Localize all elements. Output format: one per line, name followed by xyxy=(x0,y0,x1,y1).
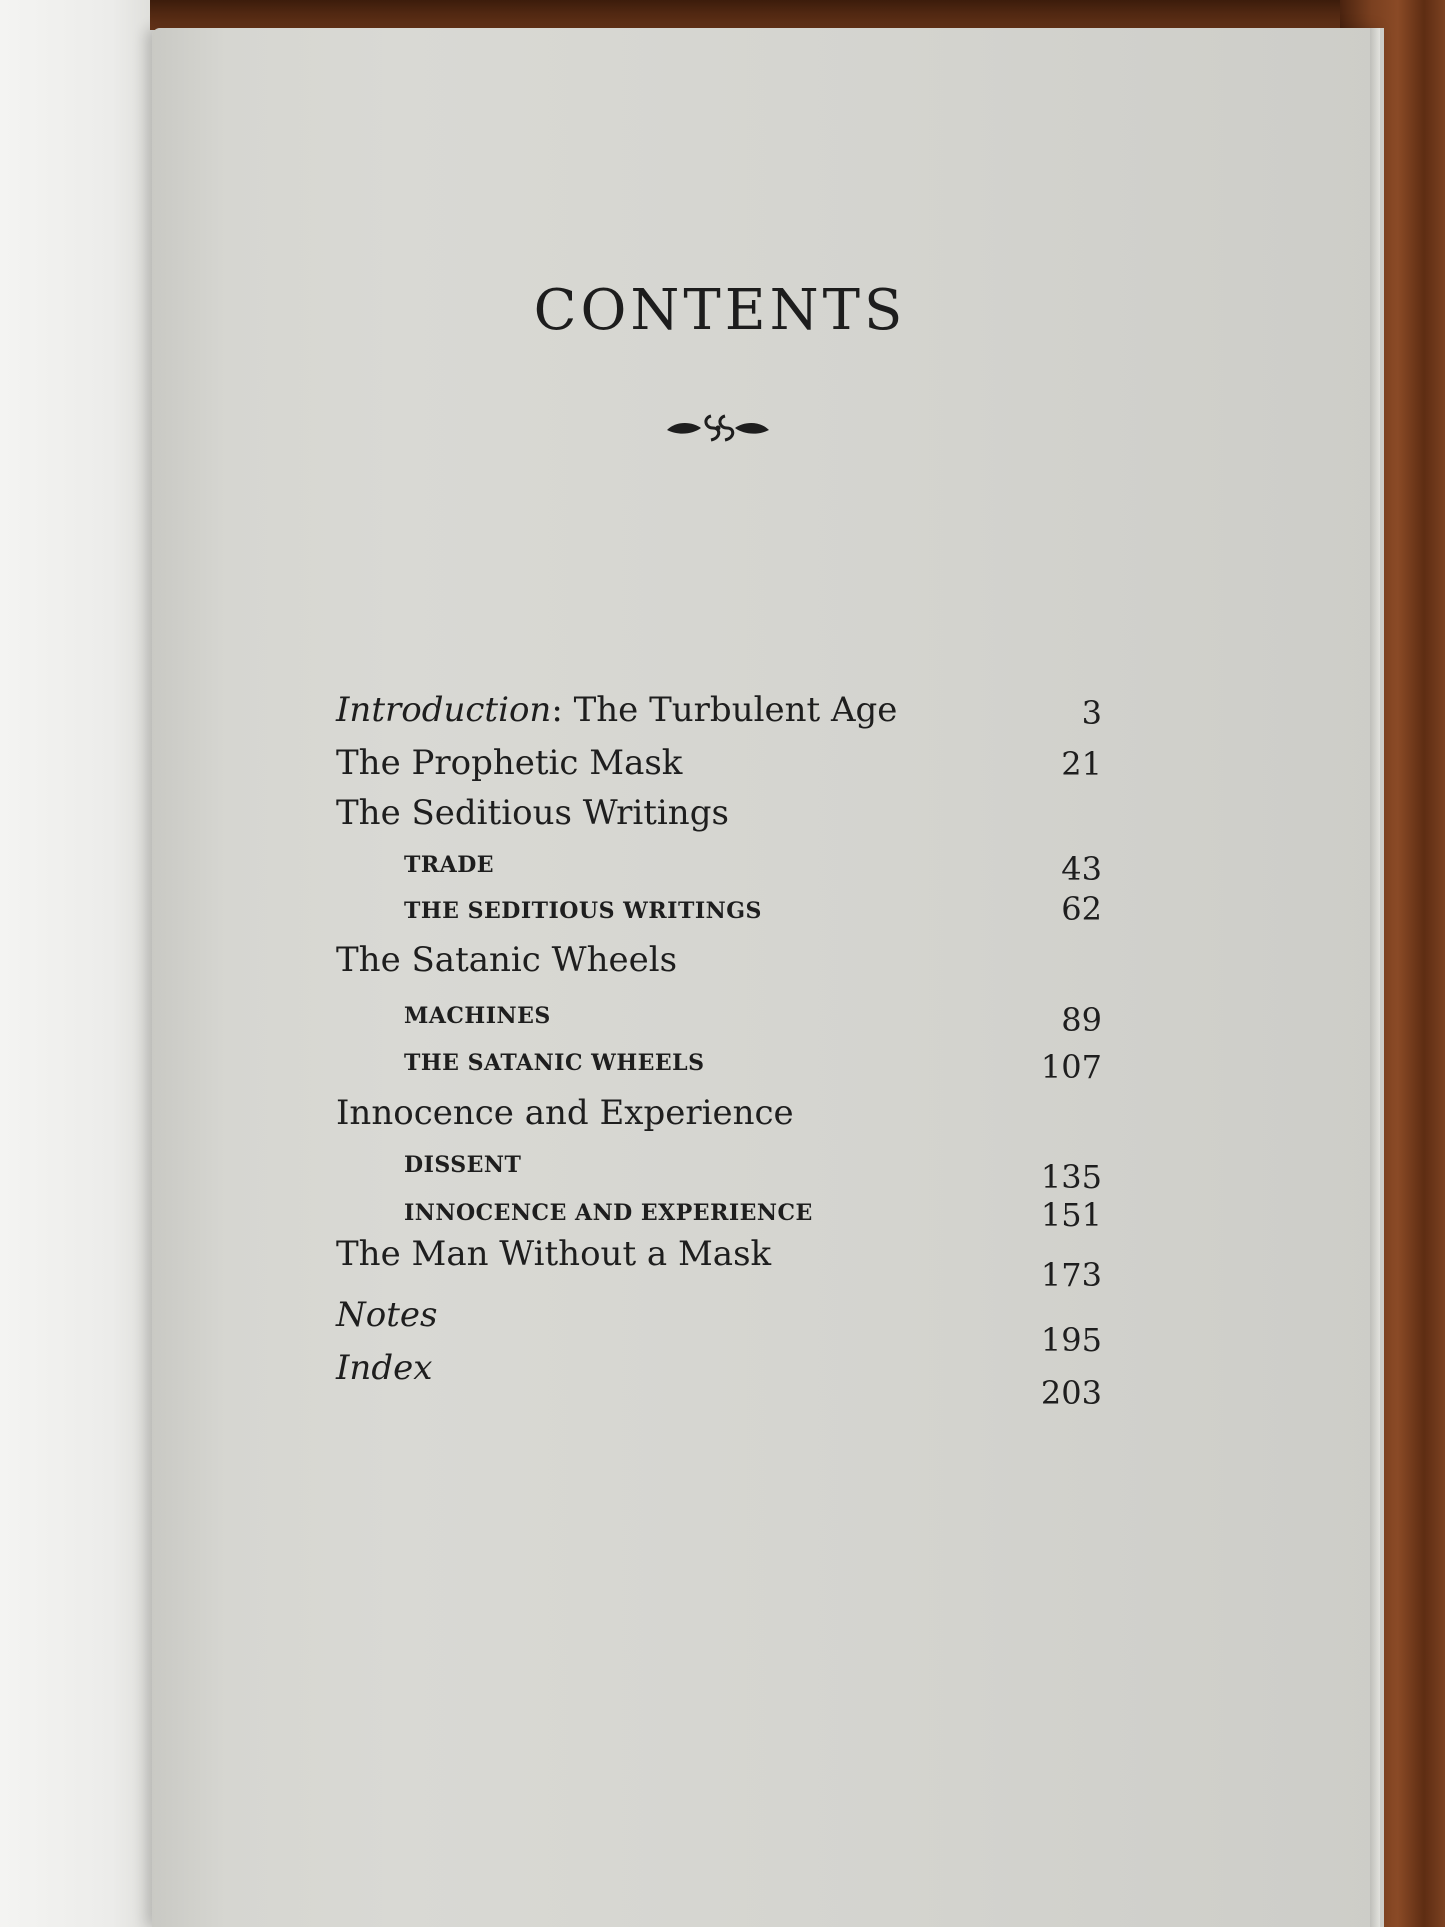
toc-entry-label: The Man Without a Mask xyxy=(336,1234,772,1274)
toc-entry-label: THE SATANIC WHEELS xyxy=(404,1050,705,1076)
toc-entry-page: 89 xyxy=(1061,1001,1102,1039)
toc-subentry-trade[interactable] xyxy=(336,852,1102,902)
toc-entry-label: The Seditious Writings xyxy=(336,793,729,833)
toc-entry-label: Notes xyxy=(336,1295,438,1335)
toc-entry-label: Index xyxy=(336,1348,433,1388)
toc-entry-innocence-experience[interactable] xyxy=(336,1093,1102,1143)
toc-entry-notes[interactable] xyxy=(336,1295,1102,1359)
toc-entry-man-without-mask[interactable] xyxy=(336,1234,1102,1294)
toc-entry-page: 43 xyxy=(1061,850,1102,888)
toc-entry-page: 203 xyxy=(1040,1374,1102,1412)
toc-entry-page: 62 xyxy=(1061,890,1102,928)
toc-entry-satanic-wheels[interactable] xyxy=(336,940,1102,990)
toc-entry-label: The Prophetic Mask xyxy=(336,743,683,783)
toc-entry-label: Innocence and Experience xyxy=(336,1093,794,1133)
toc-entry-page: 195 xyxy=(1040,1321,1102,1359)
toc-entry-page: 151 xyxy=(1040,1196,1102,1234)
toc-entry-label: MACHINES xyxy=(404,1003,551,1029)
toc-entry-label: Introduction: The Turbulent Age xyxy=(336,690,898,730)
toc-entry-page: 107 xyxy=(1040,1048,1102,1086)
toc-entry-seditious-writings[interactable] xyxy=(336,793,1102,843)
page-title: CONTENTS xyxy=(533,278,907,343)
toc-entry-page: 21 xyxy=(1061,745,1102,783)
toc-entry-page: 173 xyxy=(1040,1256,1102,1294)
toc-entry-introduction[interactable] xyxy=(336,690,1102,740)
toc-entry-page: 135 xyxy=(1040,1158,1102,1196)
toc-entry-label: TRADE xyxy=(404,852,495,878)
toc-subentry-machines[interactable] xyxy=(336,1003,1102,1053)
toc-entry-label: DISSENT xyxy=(404,1152,522,1178)
toc-subentry-dissent[interactable] xyxy=(336,1152,1102,1202)
toc-entry-label: The Satanic Wheels xyxy=(336,940,678,980)
toc-entry-label: INNOCENCE AND EXPERIENCE xyxy=(404,1200,813,1226)
toc-entry-label: THE SEDITIOUS WRITINGS xyxy=(404,898,762,924)
toc-entry-index[interactable] xyxy=(336,1348,1102,1412)
toc-entry-page: 3 xyxy=(1081,694,1102,732)
toc-entry-prophetic-mask[interactable] xyxy=(336,743,1102,793)
